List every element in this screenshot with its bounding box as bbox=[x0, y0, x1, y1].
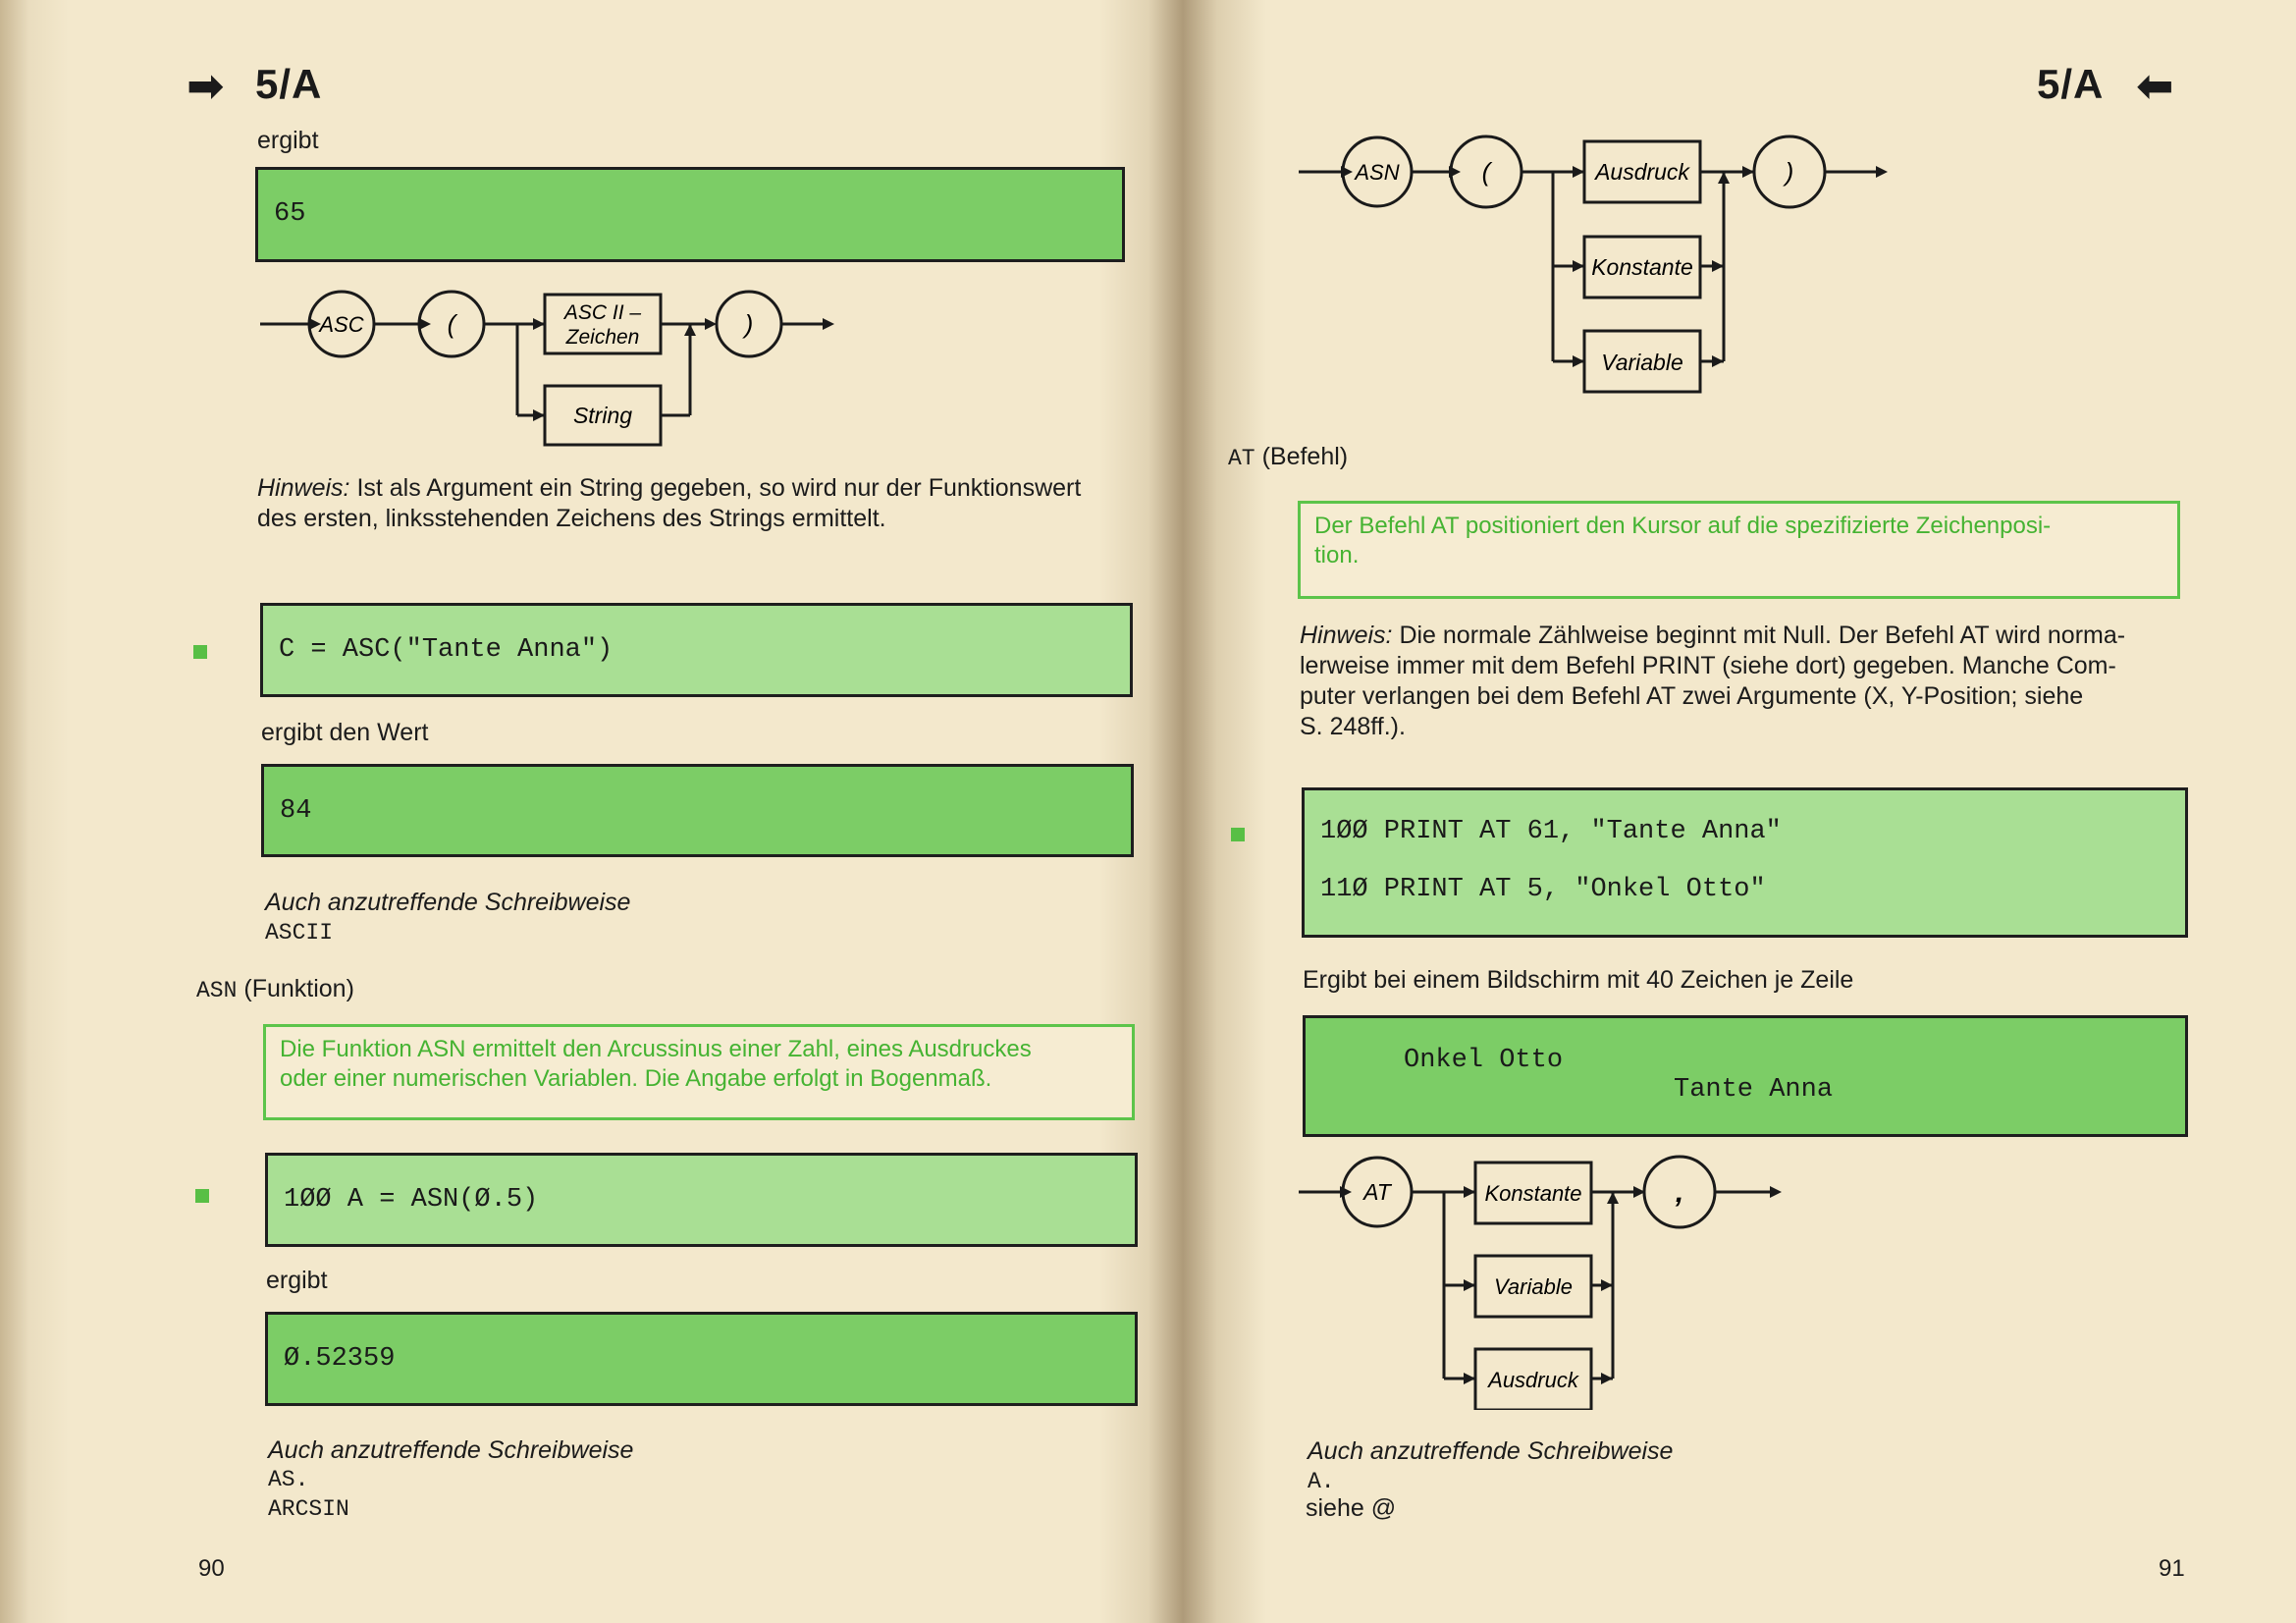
right-arrow-icon: ➡ bbox=[187, 60, 225, 111]
konstante-node: Konstante bbox=[1484, 1181, 1582, 1206]
code-line: 1ØØ A = ASN(Ø.5) bbox=[284, 1185, 539, 1215]
page-header: 5/A bbox=[2037, 61, 2105, 107]
alt-spelling-label: Auch anzutreffende Schreibweise bbox=[1308, 1437, 1674, 1465]
definition-line1: Der Befehl AT positioniert den Kursor auf die spezifizierte Zeichenposi- bbox=[1314, 513, 2052, 539]
close-paren-node: ) bbox=[744, 309, 754, 339]
result-value: 65 bbox=[274, 199, 306, 229]
hint-text-line1: Ist als Argument ein String gegeben, so wird nur der Funktionswert bbox=[356, 474, 1082, 502]
at-syntax-diagram bbox=[1297, 1155, 1788, 1410]
result-value: Ø.52359 bbox=[284, 1344, 396, 1374]
keyword-type: (Befehl) bbox=[1261, 443, 1349, 470]
definition-box bbox=[1298, 501, 2180, 599]
alt-spelling-label: Auch anzutreffende Schreibweise bbox=[268, 1436, 634, 1464]
hint-text-line2: des ersten, linksstehenden Zeichens des Strings ermittelt. bbox=[257, 505, 886, 532]
screen-line: Onkel Otto bbox=[1404, 1046, 1564, 1075]
keyword-type: (Funktion) bbox=[243, 975, 354, 1002]
code-line: 1ØØ PRINT AT 61, "Tante Anna" bbox=[1320, 817, 1782, 846]
hint-line1: Die normale Zählweise beginnt mit Null. Der Befehl AT wird norma- bbox=[1399, 622, 2126, 649]
hint-line3: puter verlangen bei dem Befehl AT zwei Argumente (X, Y-Position; siehe bbox=[1300, 682, 2084, 710]
definition-box bbox=[263, 1024, 1135, 1120]
definition-line2: oder einer numerischen Variablen. Die Angabe erfolgt in Bogenmaß. bbox=[280, 1065, 992, 1092]
left-arrow-icon: ⬅ bbox=[2136, 60, 2174, 111]
alt-spelling-value: ASCII bbox=[265, 920, 334, 946]
ascii-node-line1: ASC II – bbox=[563, 301, 642, 324]
see-also: siehe @ bbox=[1306, 1494, 1397, 1522]
hint-line4: S. 248ff.). bbox=[1300, 713, 1406, 740]
code-box bbox=[265, 1153, 1138, 1247]
asc-syntax-diagram bbox=[250, 285, 839, 461]
example-marker bbox=[193, 645, 207, 659]
hint-label: Hinweis: bbox=[1300, 622, 1393, 649]
keyword-heading bbox=[196, 974, 354, 1006]
result-box bbox=[265, 1312, 1138, 1406]
alt-spelling-label: Auch anzutreffende Schreibweise bbox=[265, 889, 631, 916]
ascii-node-line2: Zeichen bbox=[565, 326, 640, 349]
ausdruck-node: Ausdruck bbox=[1595, 159, 1689, 185]
konstante-node: Konstante bbox=[1591, 254, 1693, 280]
close-paren-node: ) bbox=[1785, 157, 1794, 187]
keyword-heading bbox=[1228, 442, 1348, 474]
asc-node: ASC bbox=[319, 312, 364, 337]
hint-paragraph bbox=[257, 473, 1141, 534]
code-box bbox=[1302, 787, 2188, 938]
page-number: 91 bbox=[2159, 1555, 2185, 1582]
open-paren-node: ( bbox=[447, 309, 456, 339]
result-label: ergibt bbox=[266, 1267, 328, 1294]
open-paren-node: ( bbox=[1481, 157, 1491, 187]
keyword: AT bbox=[1228, 446, 1255, 471]
comma-node: , bbox=[1675, 1176, 1684, 1209]
screen-result-box bbox=[1303, 1015, 2188, 1137]
page-number: 90 bbox=[198, 1555, 225, 1582]
result-label: Ergibt bei einem Bildschirm mit 40 Zeichen je Zeile bbox=[1303, 966, 1854, 994]
ausdruck-node: Ausdruck bbox=[1488, 1368, 1578, 1392]
asn-node: ASN bbox=[1355, 160, 1400, 185]
page-header: 5/A bbox=[255, 61, 323, 107]
keyword: ASN bbox=[196, 978, 238, 1003]
hint-label: Hinweis: bbox=[257, 474, 350, 502]
result-box bbox=[261, 764, 1134, 857]
hint-line2: lerweise immer mit dem Befehl PRINT (siehe dort) gegeben. Manche Com- bbox=[1300, 652, 2116, 679]
result-value: 84 bbox=[280, 796, 312, 826]
right-page bbox=[1184, 0, 2296, 1623]
definition-line2: tion. bbox=[1314, 542, 1360, 568]
variable-node: Variable bbox=[1494, 1274, 1573, 1299]
example-marker bbox=[1231, 828, 1245, 841]
string-node: String bbox=[572, 403, 633, 428]
code-line: C = ASC("Tante Anna") bbox=[279, 635, 614, 665]
definition-line1: Die Funktion ASN ermittelt den Arcussinus einer Zahl, eines Ausdruckes bbox=[280, 1036, 1032, 1062]
result-label: ergibt bbox=[257, 127, 319, 154]
asn-syntax-diagram bbox=[1294, 126, 1902, 410]
result-label: ergibt den Wert bbox=[261, 719, 429, 746]
hint-paragraph bbox=[1300, 621, 2183, 742]
alt-spelling-value: ARCSIN bbox=[268, 1496, 349, 1522]
result-box bbox=[255, 167, 1125, 262]
variable-node: Variable bbox=[1601, 350, 1683, 375]
code-line: 11Ø PRINT AT 5, "Onkel Otto" bbox=[1320, 875, 1766, 904]
at-node: AT bbox=[1363, 1179, 1391, 1205]
code-box bbox=[260, 603, 1133, 697]
screen-line: Tante Anna bbox=[1674, 1075, 1834, 1105]
example-marker bbox=[195, 1189, 209, 1203]
alt-spelling-value: AS. bbox=[268, 1467, 309, 1492]
alt-spelling-value: A. bbox=[1308, 1469, 1335, 1494]
